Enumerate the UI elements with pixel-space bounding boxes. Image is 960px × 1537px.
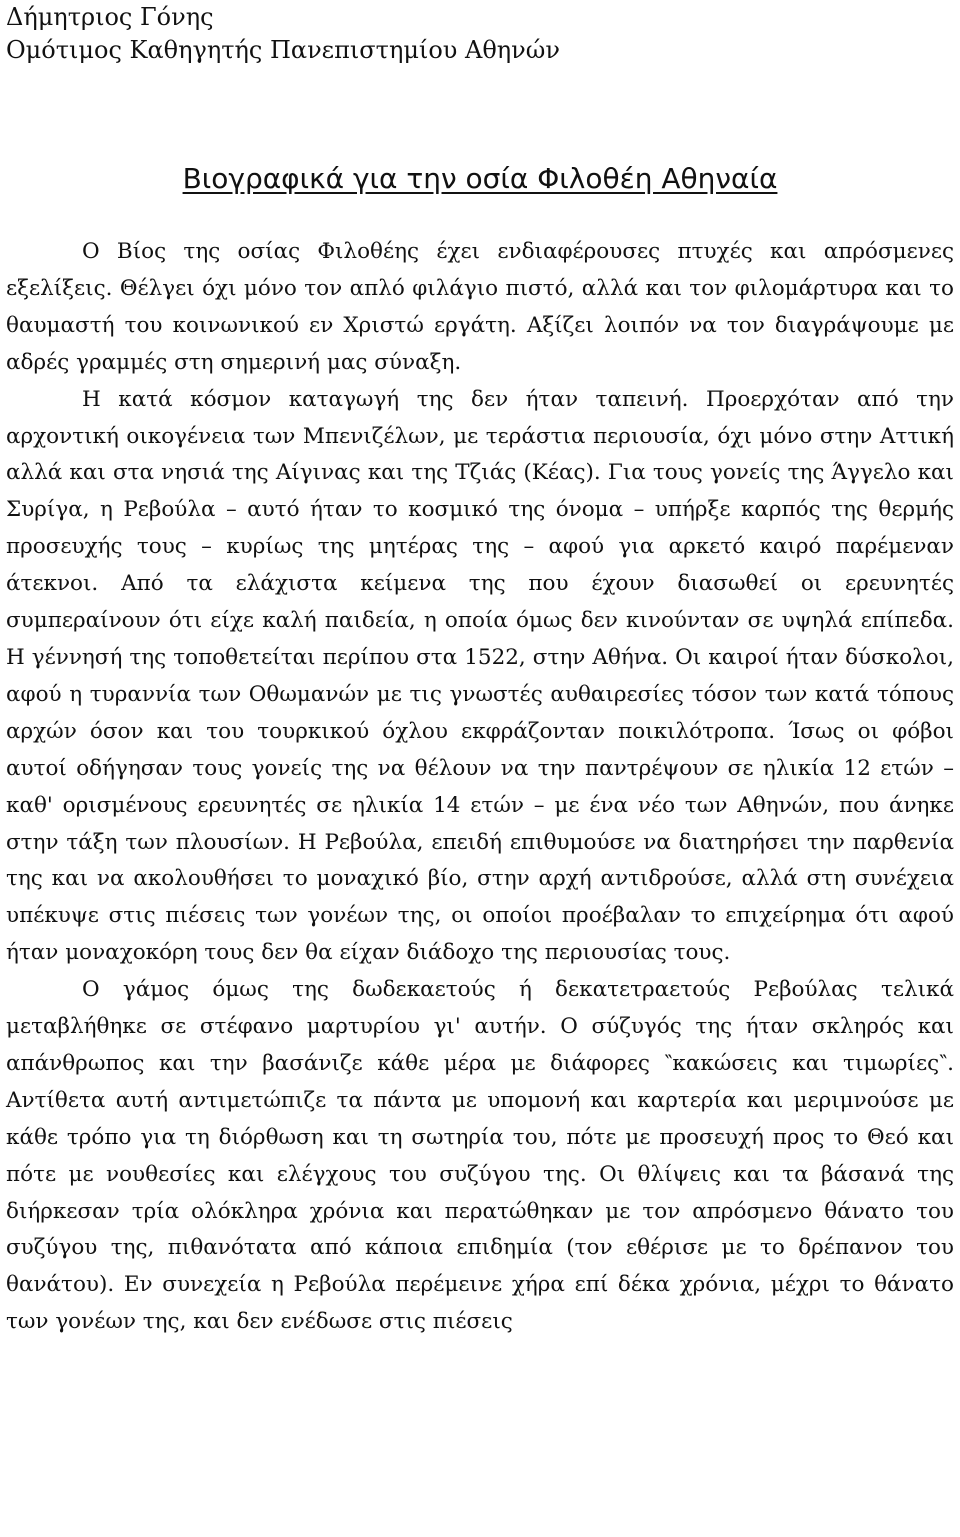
document-title: Βιογραφικά για την οσία Φιλοθέη Αθηναία <box>182 162 778 195</box>
document-body <box>6 234 954 1341</box>
paragraph-1: Ο Βίος της οσίας Φιλοθέης έχει ενδιαφέρουσες πτυχές και απρόσμενες εξελίξεις. Θέλγει όχι μόνο τον απλό φιλάγιο πιστό, αλλά και τον φιλομάρτυρα και το θαυμαστή του κοινωνικού εν Χριστώ εργάτη. Αξίζει λοιπόν να τον διαγράψουμε με αδρές γραμμές στη σημερινή μας σύναξη. <box>6 239 954 375</box>
paragraph-3: Ο γάμος όμως της δωδεκαετούς ή δεκατετραετούς Ρεβούλας τελικά μεταβλήθηκε σε στέφανο μαρτυρίου γι' αυτήν. Ο σύζυγός της ήταν σκληρός και απάνθρωπος και την βασάνιζε κάθε μέρα με διάφορες ‶κακώσεις και τιμωρίες‶. Αντίθετα αυτή αντιμετώπιζε τα πάντα με υπομονή και καρτερία και μεριμνούσε με κάθε τρόπο για τη διόρθωση και τη σωτηρία του, πότε με προσευχή προς το Θεό και πότε με νουθεσίες και ελέγχους του συζύγου της. Οι θλίψεις και τα βάσανά της διήρκεσαν τρία ολόκληρα χρόνια και περατώθηκαν με τον απρόσμενο θάνατο του συζύγου της, πιθανότατα από κάποια επιδημία (τον εθέρισε με το δρέπανον του θανάτου). Εν συνεχεία η Ρεβούλα περέμεινε χήρα επί δέκα χρόνια, μέχρι το θάνατο των γονέων της, και δεν ενέδωσε στις πιέσεις <box>6 977 954 1335</box>
paragraph-2: Η κατά κόσμον καταγωγή της δεν ήταν ταπεινή. Προερχόταν από την αρχοντική οικογένεια των Μπενιζέλων, με τεράστια περιουσία, όχι μόνο στην Αττική αλλά και στα νησιά της Αίγινας και της Τζιάς (Κέας). Για τους γονείς της Άγγελο και Συρίγα, η Ρεβούλα – αυτό ήταν το κοσμικό της όνομα – υπήρξε καρπός της θερμής προσευχής τους – κυρίως της μητέρας της – αφού για αρκετό καιρό παρέμεναν άτεκνοι. Από τα ελάχιστα κείμενα της που έχουν διασωθεί οι ερευνητές συμπεραίνουν ότι είχε καλή παιδεία, η οποία όμως δεν κινούνταν σε υψηλά επίπεδα. Η γέννησή της τοποθετείται περίπου στα 1522, στην Αθήνα. Οι καιροί ήταν δύσκολοι, αφού η τυραννία των Οθωμανών με τις γνωστές αυθαιρεσίες τόσον των κατά τόπους αρχών όσον και του τουρκικού όχλου εκφράζονταν ποικιλότροπα. Ίσως οι φόβοι αυτοί οδήγησαν τους γονείς της να θέλουν να την παντρέψουν σε ηλικία 12 ετών – καθ' ορισμένους ερευνητές σε ηλικία 14 ετών – με ένα νέο των Αθηνών, που άνηκε στην τάξη των πλουσίων. Η Ρεβούλα, επειδή επιθυμούσε να διατηρήσει την παρθενία της και να ακολουθήσει το μοναχικό βίο, στην αρχή αντιδρούσε, αλλά στη συνέχεια υπέκυψε στις πιέσεις των γονέων της, οι οποίοι προέβαλαν το επιχείρημα ότι αφού ήταν μοναχοκόρη τους δεν θα είχαν διάδοχο της περιουσίας τους. <box>6 386 954 966</box>
author-name: Δήμητριος Γόνης <box>6 3 214 31</box>
author-role: Ομότιμος Καθηγητής Πανεπιστημίου Αθηνών <box>6 36 560 64</box>
